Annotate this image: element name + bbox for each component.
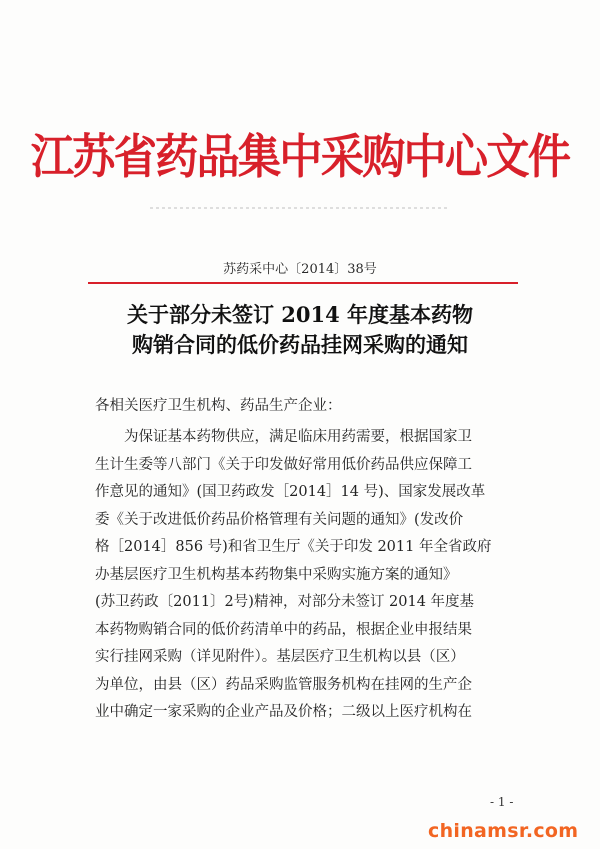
- body-line: 委《关于改进低价药品价格管理有关问题的通知》(发改价: [95, 511, 464, 528]
- body-line: (苏卫药政〔2011〕2号)精神，对部分未签订 2014 年度基: [95, 594, 475, 610]
- document-number: 苏药采中心〔2014〕38号: [223, 262, 377, 277]
- salutation: 各相关医疗卫生机构、药品生产企业：: [95, 398, 342, 414]
- title-line-1: 关于部分未签订 2014 年度基本药物: [126, 302, 474, 327]
- org-header-title: 江苏省药品集中采购中心文件: [30, 130, 570, 185]
- body-line: 格［2014］856 号)和省卫生厅《关于印发 2011 年全省政府: [95, 539, 492, 555]
- title-line-2: 购销合同的低价药品挂网采购的通知: [132, 332, 468, 357]
- body-line: 生计生委等八部门《关于印发做好常用低价药品供应保障工: [95, 456, 472, 473]
- body-line: 作意见的通知》(国卫药政发［2014］14 号)、国家发展改革: [95, 484, 486, 500]
- watermark: chinamsr.com: [428, 820, 579, 842]
- document-title: [0, 300, 600, 360]
- body-line: 本药物购销合同的低价药清单中的药品，根据企业申报结果: [95, 621, 472, 638]
- faint-decorative-line: [150, 207, 450, 209]
- body-line: 业中确定一家采购的企业产品及价格；二级以上医疗机构在: [95, 704, 472, 720]
- body-line: 为单位，由县（区）药品采购监管服务机构在挂网的生产企: [95, 676, 472, 693]
- body-line: 为保证基本药物供应，满足临床用药需要，根据国家卫: [124, 429, 472, 445]
- red-divider-rule: [88, 282, 518, 284]
- page-number: - 1 -: [490, 795, 514, 809]
- body-text: [95, 424, 520, 727]
- body-line: 办基层医疗卫生机构基本药物集中采购实施方案的通知》: [95, 566, 458, 583]
- body-line: 实行挂网采购（详见附件）。基层医疗卫生机构以县（区）: [95, 649, 465, 665]
